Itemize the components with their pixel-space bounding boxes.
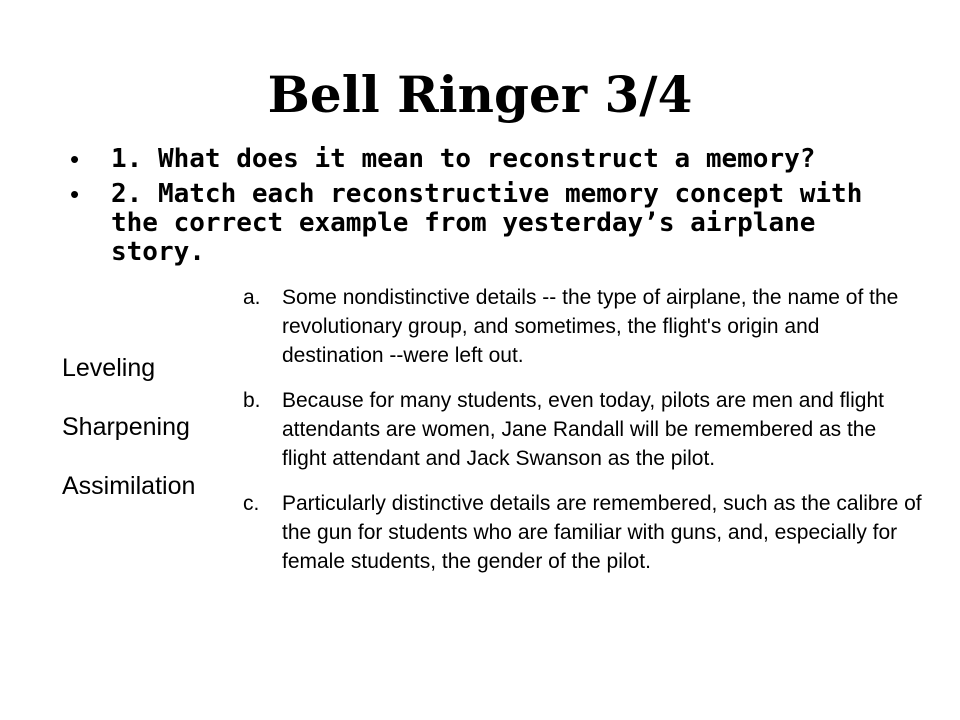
- bullet-icon: •: [70, 179, 80, 209]
- question-text: 1. What does it mean to reconstruct a memory?: [111, 144, 816, 174]
- example-text: Particularly distinctive details are remembered, such as the calibre of the gun for students who are familiar with guns, and, especially for female students, the gender of the pilot.: [282, 492, 922, 573]
- term-assimilation: Assimilation: [62, 472, 196, 500]
- example-b: [243, 386, 923, 473]
- example-letter: c.: [243, 492, 260, 515]
- example-list: [243, 283, 923, 592]
- term-leveling: Leveling: [62, 354, 156, 382]
- term-sharpening: Sharpening: [62, 413, 190, 441]
- example-text: Because for many students, even today, pilots are men and flight attendants are women, Jane Randall will be remembered as the flight attendant and Jack Swanson as the pilot.: [282, 389, 884, 470]
- bullet-icon: •: [70, 144, 80, 174]
- example-text: Some nondistinctive details -- the type of airplane, the name of the revolutionary group, and sometimes, the flight's origin and destination --were left out.: [282, 286, 899, 367]
- question-list: [70, 145, 880, 273]
- example-a: [243, 283, 923, 370]
- concept-terms: [62, 352, 252, 529]
- slide-title: Bell Ringer 3/4: [267, 65, 693, 124]
- example-letter: a.: [243, 286, 261, 309]
- question-item: [70, 145, 880, 174]
- question-text: 2. Match each reconstructive memory concept with the correct example from yesterday’s airplane story.: [111, 179, 863, 267]
- question-item: [70, 180, 880, 267]
- example-c: [243, 489, 923, 576]
- example-letter: b.: [243, 389, 261, 412]
